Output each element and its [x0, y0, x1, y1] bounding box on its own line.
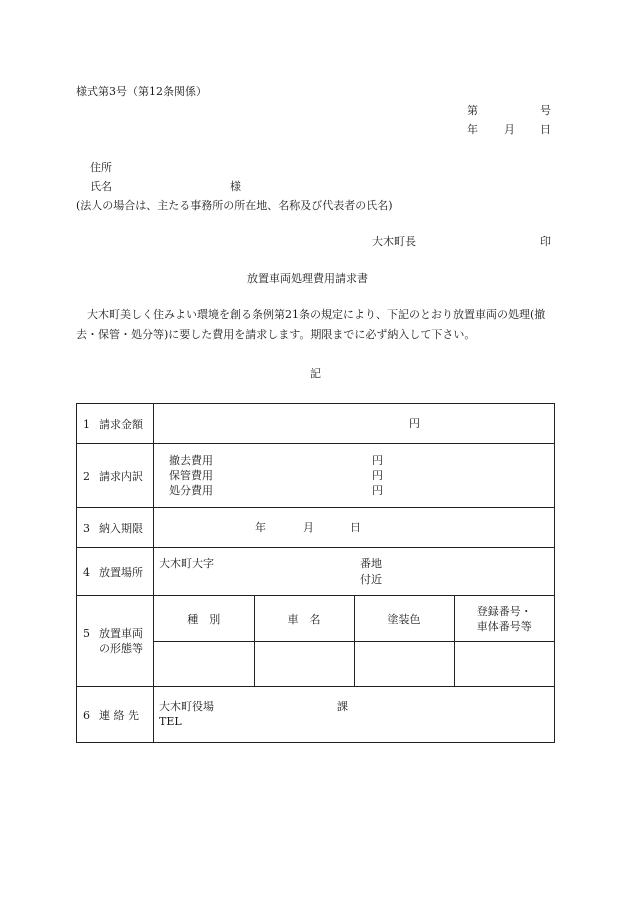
contact-office: 大木町役場 — [159, 700, 214, 713]
row-billing-breakdown — [77, 444, 555, 508]
row-number: 5 — [83, 627, 90, 640]
col-color-header: 塗装色 — [354, 596, 454, 642]
deadline-month: 月 — [303, 521, 314, 534]
name-label: 氏名 — [90, 180, 112, 193]
yen-unit: 円 — [409, 417, 420, 430]
row-number: 6 — [83, 708, 90, 722]
form-number: 様式第3号（第12条関係） — [76, 85, 207, 98]
col-model-header: 車 名 — [254, 596, 354, 642]
row-label: 連 絡 先 — [99, 708, 139, 722]
label-billing-amount — [77, 404, 154, 444]
row-vehicle-details — [77, 596, 555, 687]
date-year: 年 — [467, 123, 478, 136]
row-label-line2: の形態等 — [99, 642, 143, 655]
disposal-cost-label: 処分費用 — [169, 484, 213, 497]
label-payment-deadline — [77, 508, 154, 548]
row-label: 請求内訳 — [99, 469, 143, 483]
vehicle-reg-number-field[interactable] — [454, 642, 554, 687]
location-fukin: 付近 — [360, 573, 382, 586]
deadline-day: 日 — [350, 521, 361, 534]
honorific: 様 — [230, 180, 241, 193]
col-reg-number-header — [454, 596, 554, 642]
row-number: 4 — [83, 565, 90, 579]
row-label: 請求金額 — [99, 417, 143, 431]
row-location — [77, 548, 555, 596]
body-text: 大木町美しく住みよい環境を創る条例第21条の規定により、下記のとおり放置車両の処理(撤去・保管・処分等)に要した費用を請求します。期限までに必ず納入して下さい。 — [76, 308, 546, 341]
issuer-title: 大木町長 — [372, 235, 416, 248]
label-vehicle-details — [77, 596, 154, 687]
label-billing-breakdown — [77, 444, 154, 508]
row-billing-amount — [77, 404, 555, 444]
location-field[interactable] — [154, 548, 555, 596]
body-paragraph — [76, 305, 554, 345]
document-title: 放置車両処理費用請求書 — [247, 272, 368, 285]
location-banchi: 番地 — [360, 557, 382, 570]
address-label: 住所 — [90, 161, 112, 174]
vehicle-type-field[interactable] — [154, 642, 254, 687]
contact-tel: TEL — [159, 715, 182, 728]
row-label: 放置場所 — [99, 565, 143, 579]
col-type-header: 種 別 — [154, 596, 254, 642]
payment-deadline-field[interactable] — [154, 508, 555, 548]
contact-ka: 課 — [337, 700, 348, 713]
row-number: 1 — [83, 417, 90, 431]
reg-number-line2: 車体番号等 — [476, 619, 532, 633]
row-payment-deadline — [77, 508, 555, 548]
billing-amount-field[interactable] — [154, 404, 555, 444]
reg-number-line1: 登録番号・ — [476, 604, 532, 618]
storage-cost-unit: 円 — [372, 469, 383, 482]
row-number: 2 — [83, 469, 90, 483]
removal-cost-unit: 円 — [372, 454, 383, 467]
row-contact — [77, 687, 555, 743]
removal-cost-label: 撤去費用 — [169, 454, 213, 467]
vehicle-color-field[interactable] — [354, 642, 454, 687]
contact-field[interactable] — [154, 687, 555, 743]
ki-mark: 記 — [310, 367, 321, 380]
corporation-note: (法人の場合は、主たる事務所の所在地、名称及び代表者の氏名) — [76, 199, 393, 212]
label-location — [77, 548, 154, 596]
seal-mark: 印 — [540, 235, 551, 248]
row-label: 放置車両 — [99, 627, 143, 640]
date-month: 月 — [504, 123, 515, 136]
date-day: 日 — [540, 123, 551, 136]
storage-cost-label: 保管費用 — [169, 469, 213, 482]
doc-number-prefix: 第 — [467, 104, 478, 117]
billing-table — [76, 403, 555, 743]
vehicle-details-grid — [154, 596, 555, 687]
location-town: 大木町大字 — [159, 557, 214, 570]
disposal-cost-unit: 円 — [372, 484, 383, 497]
row-label: 納入期限 — [99, 521, 143, 535]
row-number: 3 — [83, 521, 90, 535]
doc-number-suffix: 号 — [540, 104, 551, 117]
label-contact — [77, 687, 154, 743]
vehicle-model-field[interactable] — [254, 642, 354, 687]
vehicle-details-table — [154, 596, 554, 686]
deadline-year: 年 — [255, 521, 266, 534]
billing-breakdown-field[interactable] — [154, 444, 555, 508]
